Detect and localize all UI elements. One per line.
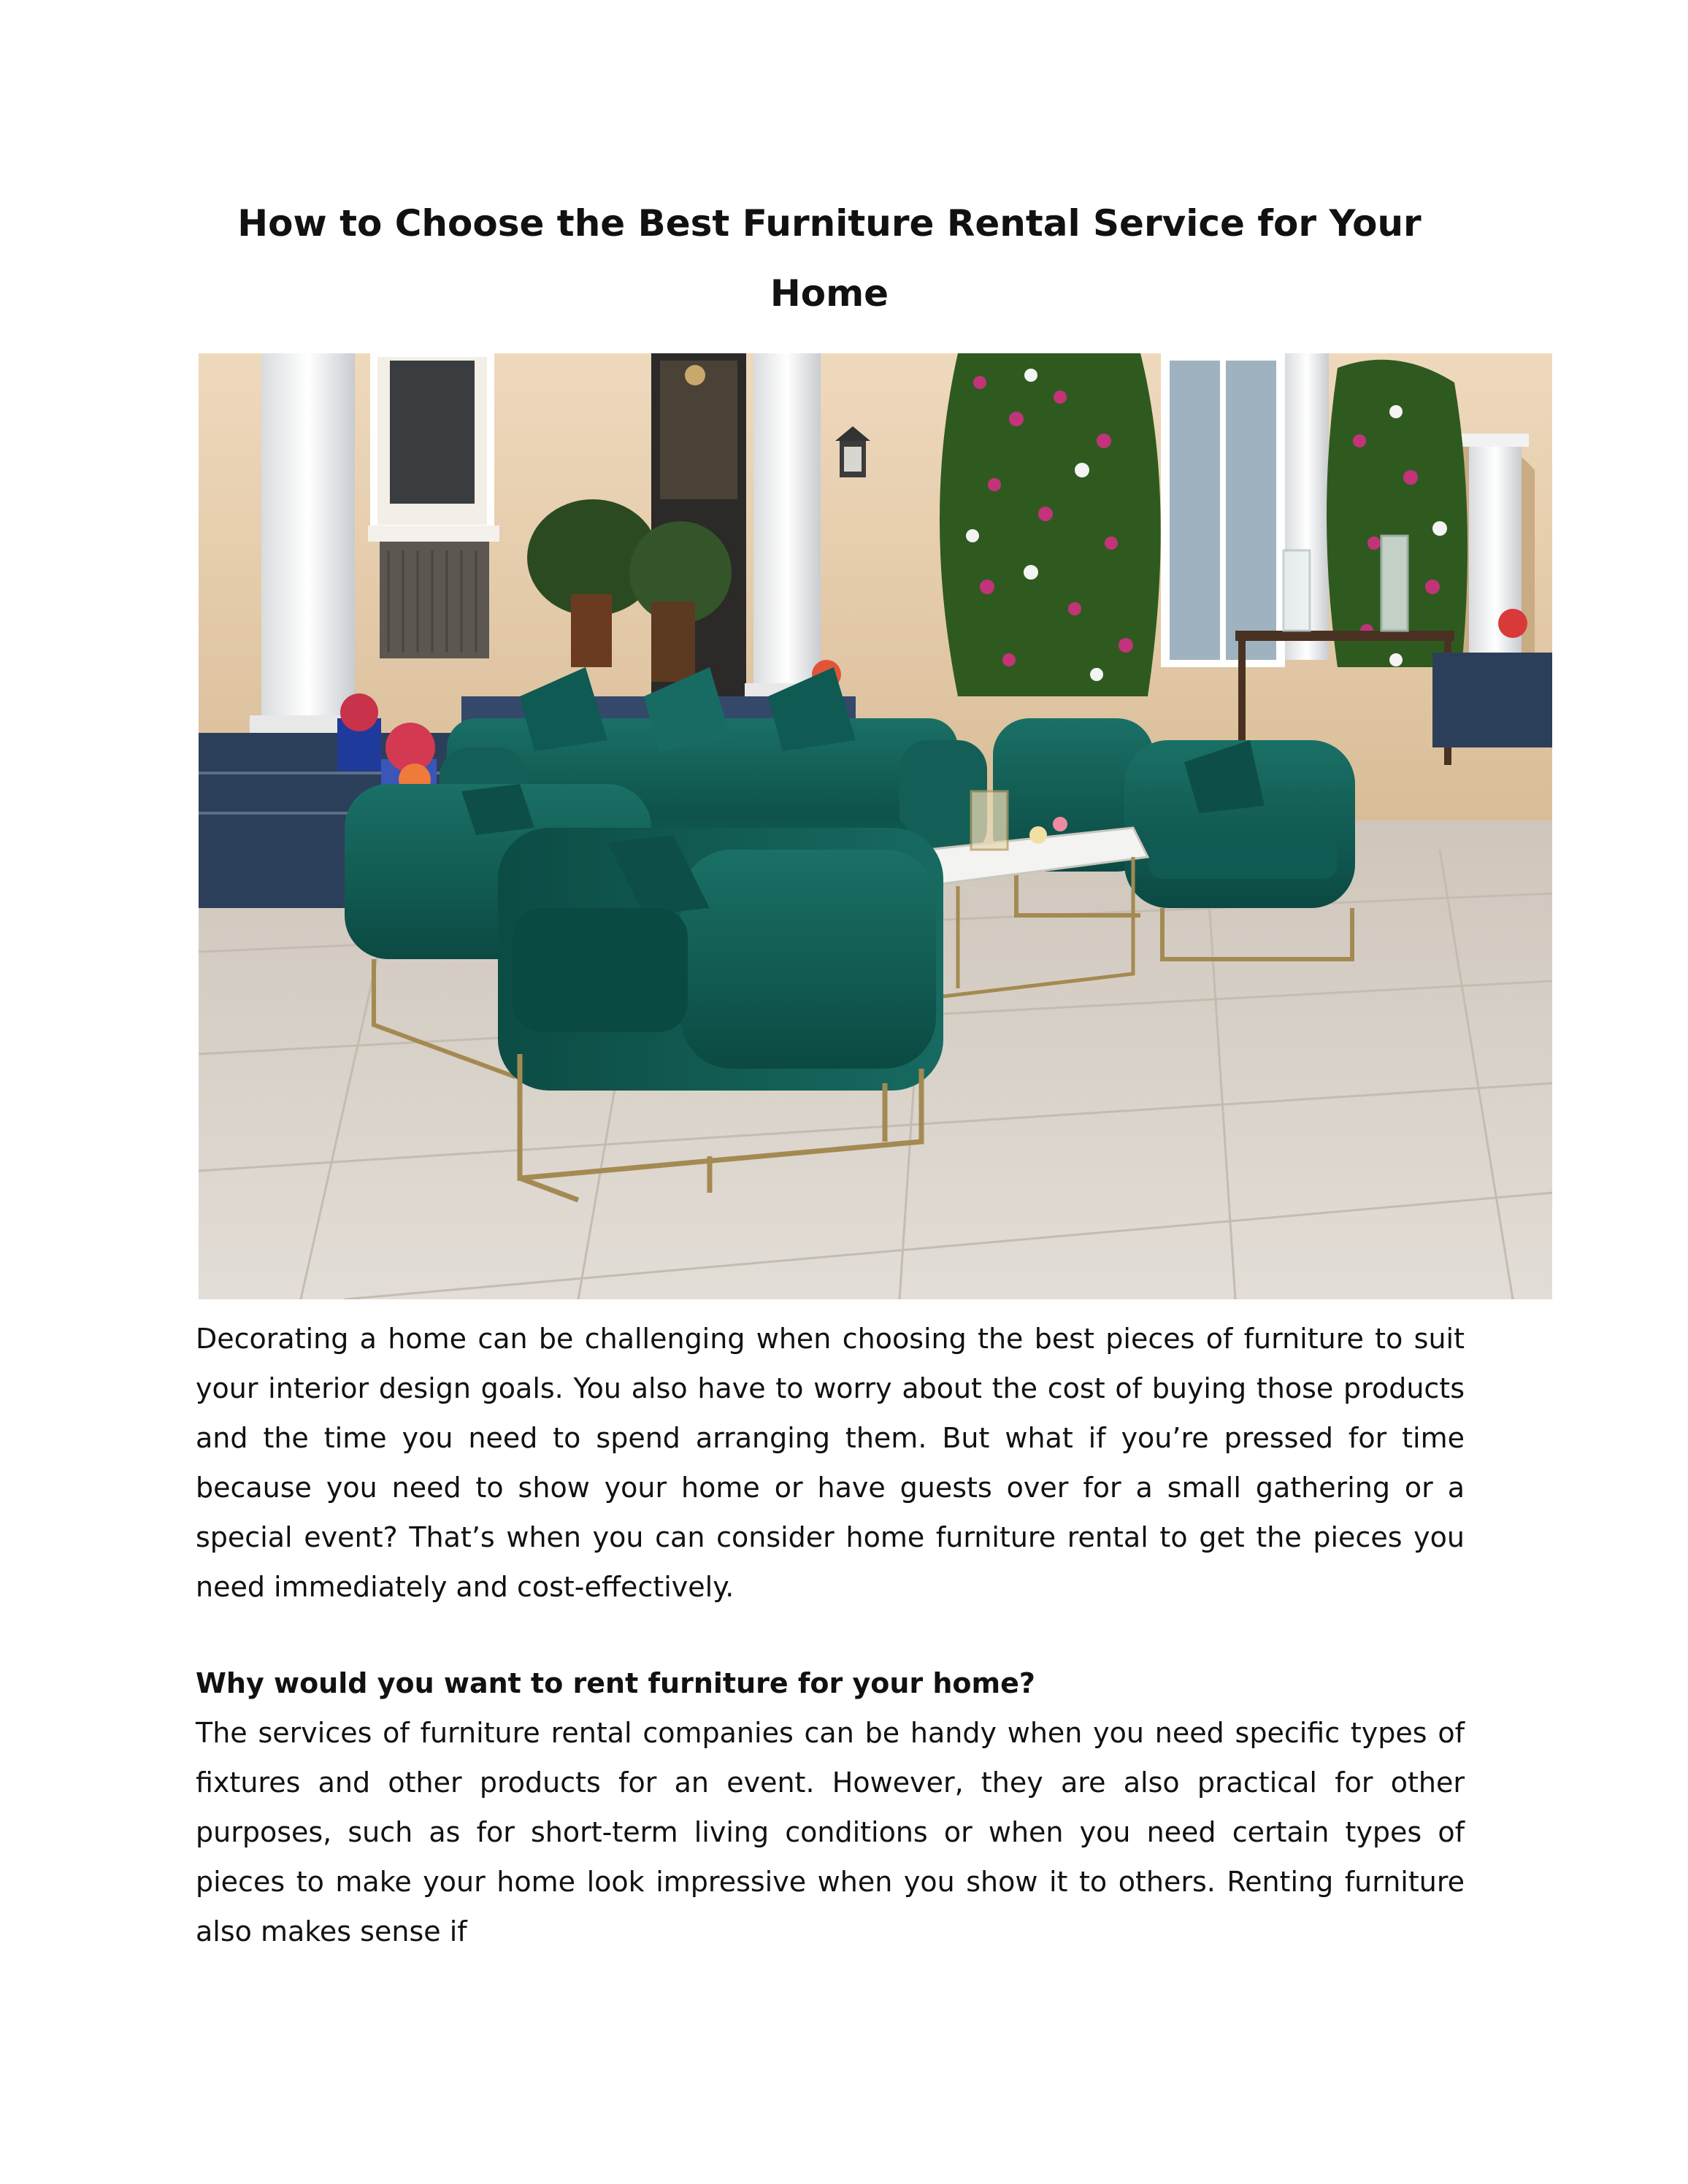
section-paragraph: The services of furniture rental companies can be handy when you need specific types of fixtures and other products for an event. However, they are also practical for other purposes, such as for short-term living conditions or when you need certain types of pieces to make your home look impressive when you show it to others. Renting furniture also makes sense if [196,1717,1465,1947]
intro-paragraph: Decorating a home can be challenging when choosing the best pieces of furniture to suit your interior design goals. You also have to worry about the cost of buying those products and the time you need to spend arranging them. But what if you’re pressed for time because you need to show your home or have guests over for a small gathering or a special event? That’s when you can consider home furniture rental to get the pieces you need immediately and cost-effectively. [196,1323,1465,1603]
page-title: How to Choose the Best Furniture Rental Service for Your Home [237,202,1422,315]
photo-column-center [753,353,821,696]
photo-column-left [261,353,355,733]
section-heading: Why would you want to rent furniture for your home? [196,1667,1035,1699]
furniture-photo [199,353,1552,1299]
